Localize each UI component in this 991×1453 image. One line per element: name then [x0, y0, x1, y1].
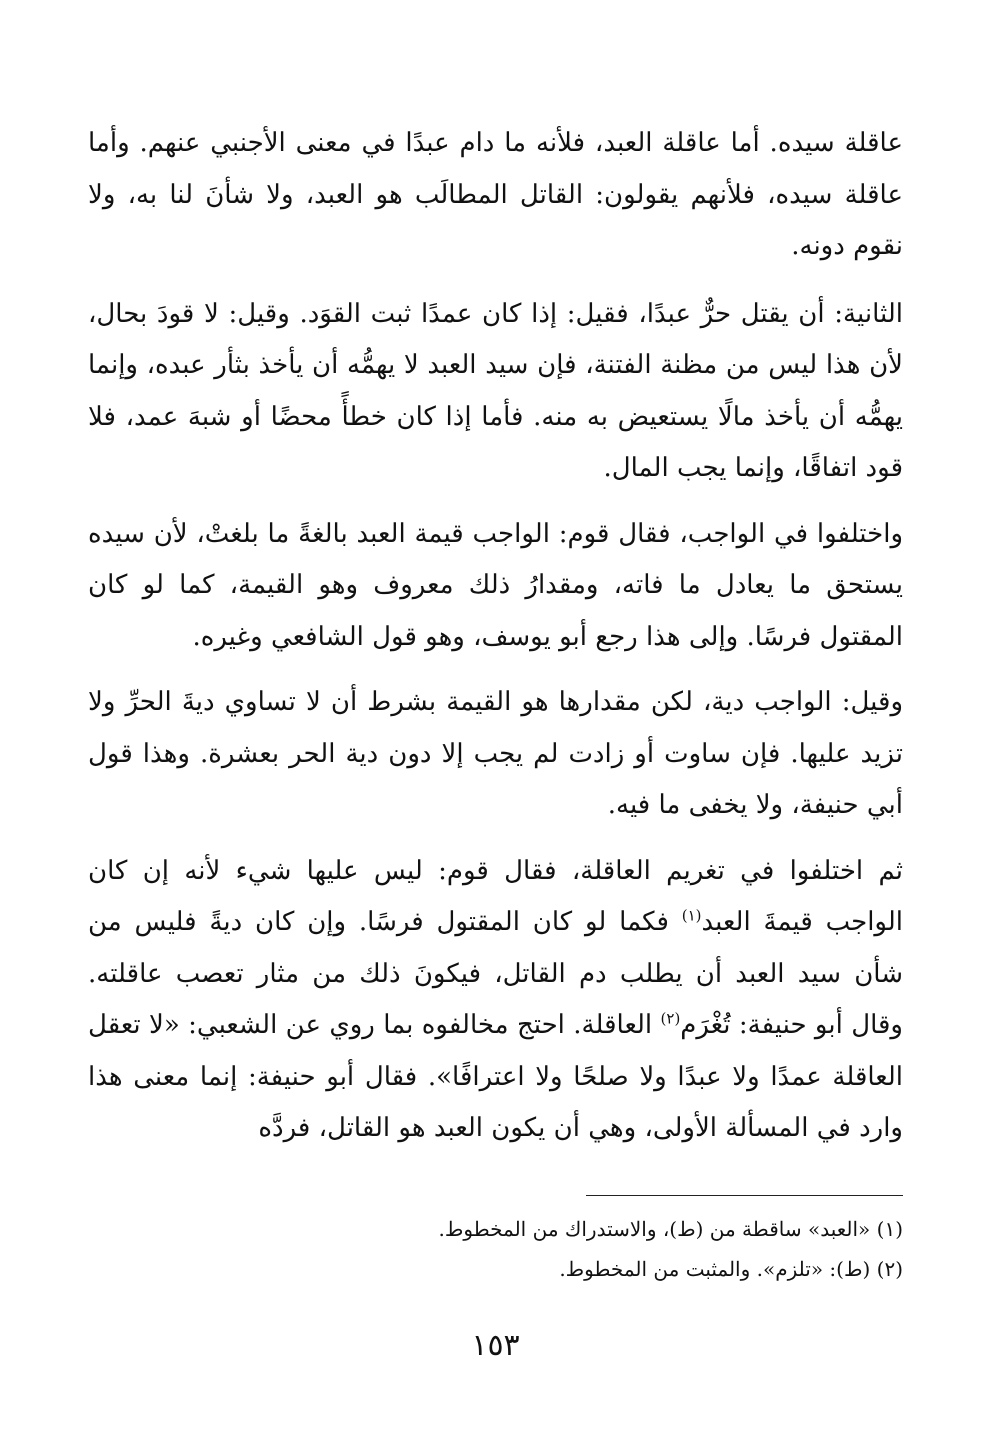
paragraph-text: العاقلة. احتج مخالفوه بما روي عن الشعبي: «لا تعقل العاقلة عمدًا ولا عبدًا ولا صلحًا ولا اعترافًا». فقال أبو حنيفة: إنما معنى هذا وارد في المسألة الأولى، وهي أن يكون العبد هو القاتل، فردَّه	[88, 1010, 903, 1143]
footnote-divider	[586, 1195, 903, 1196]
paragraph-4	[88, 677, 903, 832]
footnote-marker-2[interactable]: (٢)	[660, 1009, 681, 1028]
main-text	[88, 118, 903, 1169]
paragraph-text: عاقلة سيده. أما عاقلة العبد، فلأنه ما دام عبدًا في معنى الأجنبي عنهم. وأما عاقلة سيده، فلأنهم يقولون: القاتل المطالَب هو العبد، ولا شأنَ لنا به، ولا نقوم دونه.	[88, 128, 903, 261]
paragraph-text: واختلفوا في الواجب، فقال قوم: الواجب قيمة العبد بالغةً ما بلغتْ، لأن سيده يستحق ما يعادل ما فاته، ومقدارُ ذلك معروف وهو القيمة، كما لو كان المقتول فرسًا. وإلى هذا رجع أبو يوسف، وهو قول الشافعي وغيره.	[88, 518, 903, 652]
footnote-1: (١) «العبد» ساقطة من (ط)، والاستدراك من المخطوط.	[438, 1217, 903, 1241]
footnote-2: (٢) (ط): «تلزم». والمثبت من المخطوط.	[559, 1257, 903, 1281]
paragraph-5	[88, 846, 903, 1155]
paragraph-text: فكما لو كان المقتول فرسًا. وإن كان ديةً فليس من شأن سيد العبد أن يطلب دم القاتل، فيكونَ ذلك من مثار تعصب عاقلته. وقال أبو حنيفة: تُغْرَم	[88, 907, 903, 1040]
paragraph-2	[88, 289, 903, 495]
footnote-marker-1[interactable]: (١)	[681, 906, 702, 925]
page-number: ١٥٣	[471, 1328, 520, 1363]
paragraph-text: الثانية: أن يقتل حرٌّ عبدًا، فقيل: إذا كان عمدًا ثبت القوَد. وقيل: لا قودَ بحال، لأن هذا ليس من مظنة الفتنة، فإن سيد العبد لا يهمُّه أن يأخذ بثأر عبده، وإنما يهمُّه أن يأخذ مالًا يستعيض به منه. فأما إذا كان خطأً محضًا أو شبهَ عمد، فلا قود اتفاقًا، وإنما يجب المال.	[88, 298, 903, 483]
paragraph-text: ثم اختلفوا في تغريم العاقلة، فقال قوم: ليس عليها شيء لأنه إن كان الواجب قيمةَ العبد	[88, 855, 903, 937]
paragraph-3	[88, 509, 903, 664]
paragraph-text: وقيل: الواجب دية، لكن مقدارها هو القيمة بشرط أن لا تساوي ديةَ الحرِّ ولا تزيد عليها. فإن ساوت أو زادت لم يجب إلا دون دية الحر بعشرة. وهذا قول أبي حنيفة، ولا يخفى ما فيه.	[88, 687, 904, 820]
paragraph-1	[88, 118, 903, 273]
footnotes	[88, 1209, 903, 1289]
